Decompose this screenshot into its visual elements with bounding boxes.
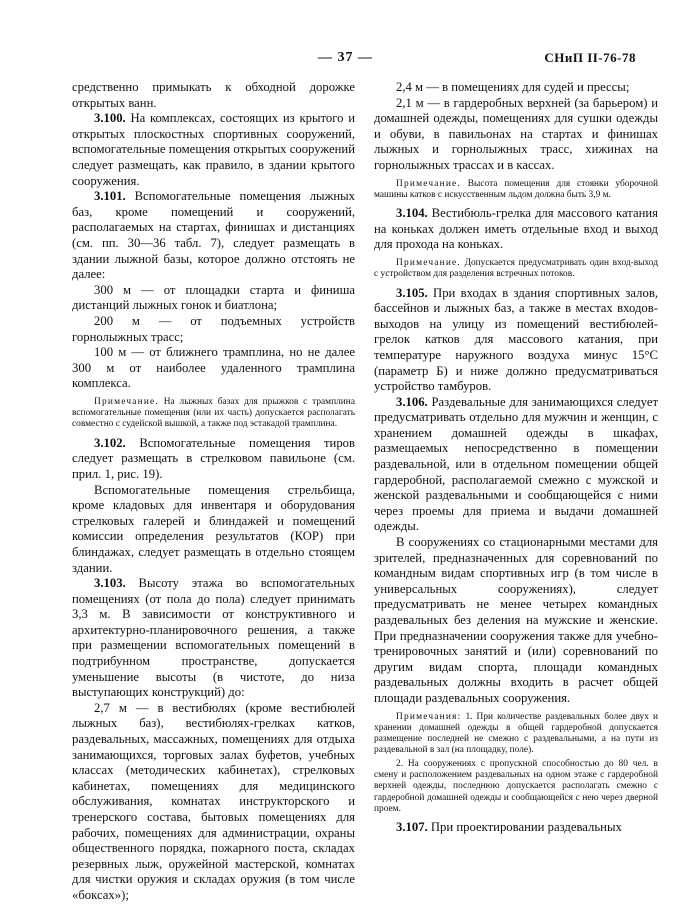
clause-3-105 <box>374 286 658 395</box>
page-number: — 37 — <box>318 50 373 65</box>
clause-text: При проектировании раздевальных <box>430 820 622 835</box>
note-paragraph <box>374 712 658 757</box>
note-text: На лыжных базах для прыжков с трамплина вспомогательные помещения (или их часть) допускается располагать совместно с судейской вышкой, а также под эстакадой трамплина. <box>72 396 355 430</box>
clause-text: При входах в здания спортивных залов, бассейнов и лыжных баз, а также в местах входов-выходов на улицу из помещений вестибюлей-грелок катков для массового катания, при температуре наружного воздуха минус 15°С (параметр Б) и ниже должно предусматриваться устройство тамбуров. <box>374 285 658 394</box>
clause-3-103 <box>72 576 355 701</box>
clause-number: 3.107. <box>396 820 428 835</box>
clause-number: 3.105. <box>396 285 428 300</box>
paragraph: Вспомогательные помещения стрельбища, кроме кладовых для инвентаря и оборудования стрелковых галерей и блиндажей и помещений комиссии определения результатов (КОР) при блиндажах, следует размещать в отдельно стоящем здании. <box>72 482 355 575</box>
clause-number: 3.100. <box>94 111 126 126</box>
clause-3-107 <box>374 820 658 836</box>
note-label: Примечание. <box>396 178 461 189</box>
note-label: Примечание. <box>94 396 159 407</box>
clause-text: Высоту этажа во вспомогательных помещениях (от пола до пола) следует принимать 3,3 м. В зависимости от конструктивного и архитектурно-планировочного решения, а также при размещении вспомогательных помещений в подтрибунном пространстве, допускается уменьшение высоты (в чистоте, до низа выступающих конструкций) до: <box>72 576 355 700</box>
document-code: СНиП II-76-78 <box>544 50 636 65</box>
note <box>72 397 355 431</box>
notes-block <box>374 712 658 816</box>
note-paragraph <box>72 397 355 431</box>
clause-3-101 <box>72 189 355 283</box>
note-paragraph <box>374 179 658 202</box>
list-item: 2,1 м — в гардеробных верхней (за барьером) и домашней одежды, помещениях для сушки одежды и обуви, в павильонах на стартах и финишах лыжных и горнолыжных трасс, хижинах на горнолыжных трассах и в кассах. <box>374 95 658 172</box>
paragraph: В сооружениях со стационарными местами для зрителей, предназначенных для соревнований по командным видам спортивных игр (в том числе в универсальных сооружениях), следует предусматривать не менее четырех командных раздевальных без деления на мужские и женские. При предназначении сооружения также для учебно-тренировочных занятий и (или) соревнований по другим видам спорта, площади командных раздевальных должны входить в расчет общей площади раздевальных сооружения. <box>374 535 658 705</box>
clause-3-102 <box>72 436 355 483</box>
clause-number: 3.101. <box>94 189 126 204</box>
page-header <box>0 50 700 76</box>
note-paragraph <box>374 258 658 281</box>
list-item: 100 м — от ближнего трамплина, но не далее 300 м от наиболее удаленного трамплина комплекса. <box>72 345 355 391</box>
clause-number: 3.104. <box>396 206 428 221</box>
list-item: 2,4 м — в помещениях для судей и прессы; <box>396 80 630 94</box>
clause-3-100 <box>72 111 355 189</box>
right-column <box>374 80 658 836</box>
clause-3-104 <box>374 206 658 253</box>
left-column <box>72 80 355 904</box>
note-paragraph: 2. На сооружениях с пропускной способностью до 80 чел. в смену и расположением раздевальных на одном этаже с гардеробной верхней одежды, последнюю допускается располагать смежно с гардеробной домашней одежды и сообщающейся с нею через дверной проем. <box>374 758 658 814</box>
paragraph: средственно примыкать к обходной дорожке открытых ванн. <box>72 80 355 110</box>
clause-number: 3.103. <box>94 576 126 591</box>
note-text: Допускается предусматривать один вход-выход с устройством для разделения встречных потоков. <box>374 257 658 280</box>
note-label: Примечания: <box>396 711 462 722</box>
clause-text: Раздевальные для занимающихся следует предусматривать отдельно для мужчин и женщин, с хранением домашней одежды в шкафах, размещаемых непосредственно в помещении раздевальной, или в отдельном помещении общей гардеробной, располагаемой смежно с мужской и женской раздевальными и сообщающейся с ними через проемы для приема и выдачи домашней одежды. <box>374 394 659 534</box>
note <box>374 258 658 281</box>
clause-text: Вспомогательные помещения тиров следует размещать в стрелковом павильоне (см. прил. 1, рис. 19). <box>72 435 356 481</box>
clause-number: 3.102. <box>94 435 126 450</box>
list-item: 300 м — от площадки старта и финиша дистанций лыжных гонок и биатлона; <box>72 282 355 313</box>
note-text: 1. При количестве раздевальных более двух и хранении домашней одежды в общей гардеробной допускается размещение последней не смежно с раздевальными, а на пути из раздевальной в зал (на площадку, поле). <box>374 711 659 756</box>
note-label: Примечание. <box>396 257 461 268</box>
clause-text: Вспомогательные помещения лыжных баз, кроме помещений и сооружений, располагаемых на стартах, финишах и дистанциях (см. пп. 30—36 табл. 7), следует размещать в здании лыжной базы, которое должно отстоять не далее: <box>72 189 355 282</box>
list-item: 2,7 м — в вестибюлях (кроме вестибюлей лыжных баз), вестибюлях-грелках катков, раздевальных, массажных, помещениях для отдыха занимающихся, торговых залах буфетов, учебных классах (методических кабинетах), стрелковых кабинетах, помещениях для медицинского обслуживания, комнатах инструкторского и тренерского состава, бытовых помещениях для рабочих, помещениях для администрации, охраны общественного порядка, пожарного поста, складах резервных лыж, оружейной мастерской, комнатах для чистки оружия и складах оружия (в том числе «боксах»); <box>72 700 355 902</box>
clause-3-106 <box>374 395 658 535</box>
list-item: 200 м — от подъемных устройств горнолыжных трасс; <box>72 313 355 344</box>
clause-text: Вестибюль-грелка для массового катания на коньках должен иметь отдельные вход и выход для прохода на коньках. <box>374 206 658 252</box>
clause-text: На комплексах, состоящих из крытого и открытых плоскостных спортивных сооружений, вспомогательные помещения открытых сооружений следует размещать, как правило, в здании крытого сооружения. <box>72 111 355 188</box>
note <box>374 179 658 202</box>
clause-number: 3.106. <box>396 394 428 409</box>
note-text: Высота помещения для стоянки уборочной машины катков с искусственным льдом должна быть 3,9 м. <box>374 178 659 200</box>
